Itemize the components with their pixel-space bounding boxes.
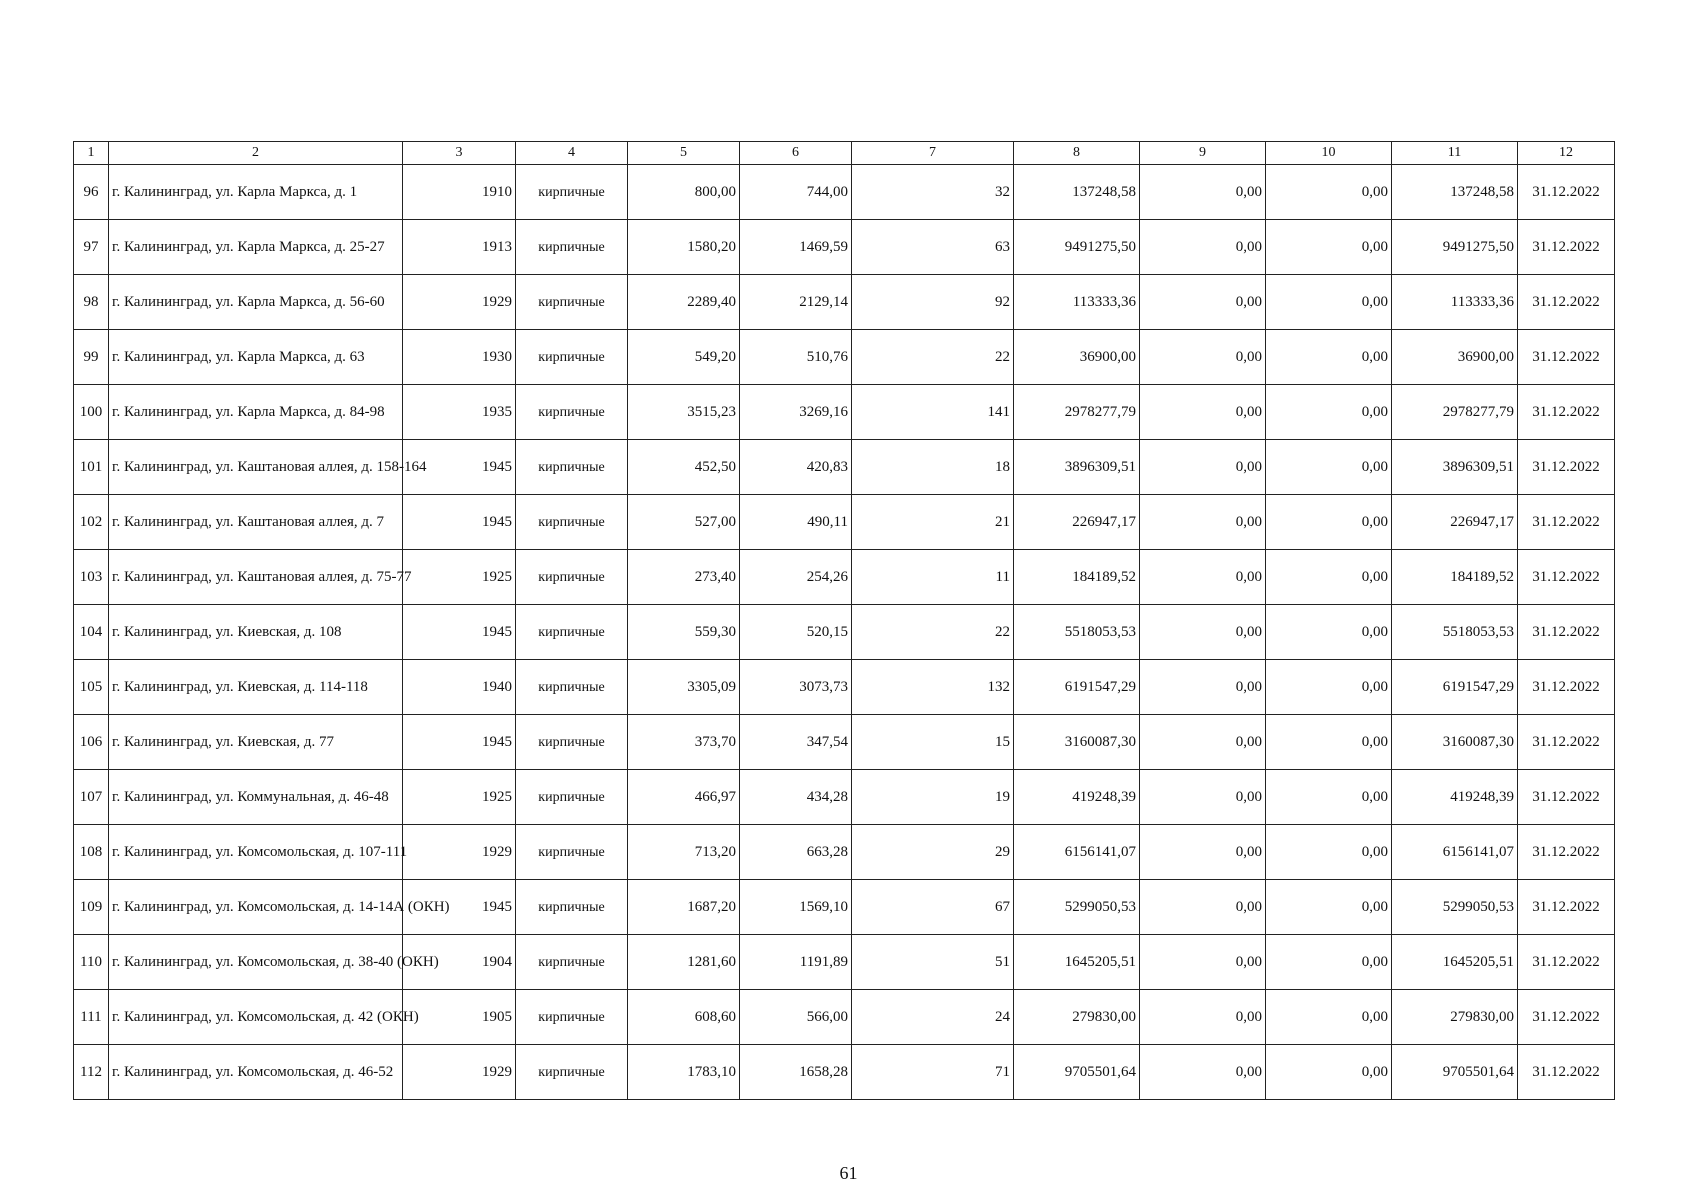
row-number-cell: 112	[74, 1045, 109, 1100]
table-row	[74, 935, 1615, 990]
living-area-cell: 490,11	[740, 495, 852, 550]
cost-col10-cell: 0,00	[1266, 495, 1392, 550]
cost-col10-cell: 0,00	[1266, 165, 1392, 220]
row-number-cell: 106	[74, 715, 109, 770]
living-area-cell: 254,26	[740, 550, 852, 605]
cost-col9-cell: 0,00	[1140, 1045, 1266, 1100]
row-number-cell: 111	[74, 990, 109, 1045]
residents-cell: 132	[852, 660, 1014, 715]
year-cell: 1945	[403, 715, 516, 770]
deadline-date-cell: 31.12.2022	[1518, 1045, 1615, 1100]
total-area-cell: 3515,23	[628, 385, 740, 440]
column-header-1: 1	[74, 142, 109, 165]
total-area-cell: 800,00	[628, 165, 740, 220]
address-cell: г. Калининград, ул. Карла Маркса, д. 56-60	[109, 275, 403, 330]
living-area-cell: 1191,89	[740, 935, 852, 990]
cost-col11-cell: 3896309,51	[1392, 440, 1518, 495]
year-cell: 1945	[403, 440, 516, 495]
living-area-cell: 420,83	[740, 440, 852, 495]
residents-cell: 32	[852, 165, 1014, 220]
deadline-date-cell: 31.12.2022	[1518, 330, 1615, 385]
cost-total-cell: 6156141,07	[1014, 825, 1140, 880]
row-number-cell: 97	[74, 220, 109, 275]
cost-col9-cell: 0,00	[1140, 935, 1266, 990]
cost-col11-cell: 9705501,64	[1392, 1045, 1518, 1100]
table-row	[74, 715, 1615, 770]
page-number: 61	[839, 1163, 858, 1183]
residents-cell: 19	[852, 770, 1014, 825]
table-row	[74, 550, 1615, 605]
row-number-cell: 101	[74, 440, 109, 495]
cost-total-cell: 5518053,53	[1014, 605, 1140, 660]
cost-total-cell: 6191547,29	[1014, 660, 1140, 715]
address-cell: г. Калининград, ул. Каштановая аллея, д. 158-164	[109, 440, 403, 495]
row-number-cell: 109	[74, 880, 109, 935]
wall-material-cell: кирпичные	[516, 825, 628, 880]
table-row	[74, 1045, 1615, 1100]
year-cell: 1930	[403, 330, 516, 385]
address-cell: г. Калининград, ул. Карла Маркса, д. 25-27	[109, 220, 403, 275]
cost-col11-cell: 2978277,79	[1392, 385, 1518, 440]
residents-cell: 22	[852, 605, 1014, 660]
year-cell: 1940	[403, 660, 516, 715]
cost-total-cell: 184189,52	[1014, 550, 1140, 605]
year-cell: 1925	[403, 550, 516, 605]
deadline-date-cell: 31.12.2022	[1518, 550, 1615, 605]
year-cell: 1945	[403, 880, 516, 935]
residents-cell: 67	[852, 880, 1014, 935]
year-cell: 1929	[403, 825, 516, 880]
year-cell: 1913	[403, 220, 516, 275]
cost-col11-cell: 137248,58	[1392, 165, 1518, 220]
cost-col11-cell: 6191547,29	[1392, 660, 1518, 715]
table-row	[74, 330, 1615, 385]
total-area-cell: 466,97	[628, 770, 740, 825]
column-header-4: 4	[516, 142, 628, 165]
table-row	[74, 605, 1615, 660]
column-header-10: 10	[1266, 142, 1392, 165]
year-cell: 1945	[403, 495, 516, 550]
cost-col10-cell: 0,00	[1266, 990, 1392, 1045]
total-area-cell: 452,50	[628, 440, 740, 495]
year-cell: 1904	[403, 935, 516, 990]
year-cell: 1929	[403, 275, 516, 330]
wall-material-cell: кирпичные	[516, 550, 628, 605]
cost-total-cell: 113333,36	[1014, 275, 1140, 330]
residents-cell: 141	[852, 385, 1014, 440]
cost-col11-cell: 36900,00	[1392, 330, 1518, 385]
wall-material-cell: кирпичные	[516, 495, 628, 550]
wall-material-cell: кирпичные	[516, 385, 628, 440]
address-cell: г. Калининград, ул. Киевская, д. 77	[109, 715, 403, 770]
wall-material-cell: кирпичные	[516, 770, 628, 825]
total-area-cell: 1783,10	[628, 1045, 740, 1100]
living-area-cell: 2129,14	[740, 275, 852, 330]
wall-material-cell: кирпичные	[516, 715, 628, 770]
residents-cell: 71	[852, 1045, 1014, 1100]
residents-cell: 22	[852, 330, 1014, 385]
total-area-cell: 2289,40	[628, 275, 740, 330]
row-number-cell: 98	[74, 275, 109, 330]
column-header-2: 2	[109, 142, 403, 165]
year-cell: 1945	[403, 605, 516, 660]
living-area-cell: 1658,28	[740, 1045, 852, 1100]
living-area-cell: 744,00	[740, 165, 852, 220]
total-area-cell: 559,30	[628, 605, 740, 660]
residents-cell: 29	[852, 825, 1014, 880]
address-cell: г. Калининград, ул. Киевская, д. 108	[109, 605, 403, 660]
cost-col10-cell: 0,00	[1266, 770, 1392, 825]
table-row	[74, 770, 1615, 825]
total-area-cell: 527,00	[628, 495, 740, 550]
table-row	[74, 275, 1615, 330]
residents-cell: 51	[852, 935, 1014, 990]
column-header-3: 3	[403, 142, 516, 165]
total-area-cell: 1687,20	[628, 880, 740, 935]
cost-total-cell: 9705501,64	[1014, 1045, 1140, 1100]
cost-total-cell: 137248,58	[1014, 165, 1140, 220]
cost-col11-cell: 5518053,53	[1392, 605, 1518, 660]
cost-total-cell: 3160087,30	[1014, 715, 1140, 770]
living-area-cell: 510,76	[740, 330, 852, 385]
address-cell: г. Калининград, ул. Каштановая аллея, д. 7	[109, 495, 403, 550]
cost-col9-cell: 0,00	[1140, 165, 1266, 220]
address-cell: г. Калининград, ул. Комсомольская, д. 42 (ОКН)	[109, 990, 403, 1045]
cost-col9-cell: 0,00	[1140, 990, 1266, 1045]
cost-col11-cell: 5299050,53	[1392, 880, 1518, 935]
row-number-cell: 100	[74, 385, 109, 440]
deadline-date-cell: 31.12.2022	[1518, 495, 1615, 550]
deadline-date-cell: 31.12.2022	[1518, 165, 1615, 220]
residents-cell: 15	[852, 715, 1014, 770]
address-cell: г. Калининград, ул. Киевская, д. 114-118	[109, 660, 403, 715]
column-header-7: 7	[852, 142, 1014, 165]
year-cell: 1910	[403, 165, 516, 220]
cost-total-cell: 419248,39	[1014, 770, 1140, 825]
row-number-cell: 110	[74, 935, 109, 990]
living-area-cell: 566,00	[740, 990, 852, 1045]
table-row	[74, 220, 1615, 275]
address-cell: г. Калининград, ул. Комсомольская, д. 14-14А (ОКН)	[109, 880, 403, 935]
deadline-date-cell: 31.12.2022	[1518, 990, 1615, 1045]
living-area-cell: 1569,10	[740, 880, 852, 935]
living-area-cell: 434,28	[740, 770, 852, 825]
housing-registry-table	[73, 141, 1615, 1100]
cost-total-cell: 9491275,50	[1014, 220, 1140, 275]
row-number-cell: 99	[74, 330, 109, 385]
year-cell: 1929	[403, 1045, 516, 1100]
cost-col11-cell: 279830,00	[1392, 990, 1518, 1045]
total-area-cell: 713,20	[628, 825, 740, 880]
wall-material-cell: кирпичные	[516, 275, 628, 330]
cost-col9-cell: 0,00	[1140, 770, 1266, 825]
wall-material-cell: кирпичные	[516, 990, 628, 1045]
total-area-cell: 273,40	[628, 550, 740, 605]
total-area-cell: 3305,09	[628, 660, 740, 715]
cost-col11-cell: 184189,52	[1392, 550, 1518, 605]
address-cell: г. Калининград, ул. Коммунальная, д. 46-48	[109, 770, 403, 825]
table-row	[74, 165, 1615, 220]
cost-col10-cell: 0,00	[1266, 220, 1392, 275]
wall-material-cell: кирпичные	[516, 605, 628, 660]
table-row	[74, 990, 1615, 1045]
living-area-cell: 663,28	[740, 825, 852, 880]
address-cell: г. Калининград, ул. Карла Маркса, д. 63	[109, 330, 403, 385]
address-cell: г. Калининград, ул. Карла Маркса, д. 1	[109, 165, 403, 220]
cost-total-cell: 3896309,51	[1014, 440, 1140, 495]
cost-col9-cell: 0,00	[1140, 715, 1266, 770]
cost-col10-cell: 0,00	[1266, 1045, 1392, 1100]
wall-material-cell: кирпичные	[516, 220, 628, 275]
cost-col10-cell: 0,00	[1266, 605, 1392, 660]
deadline-date-cell: 31.12.2022	[1518, 660, 1615, 715]
cost-col11-cell: 226947,17	[1392, 495, 1518, 550]
cost-total-cell: 5299050,53	[1014, 880, 1140, 935]
total-area-cell: 1281,60	[628, 935, 740, 990]
cost-col11-cell: 6156141,07	[1392, 825, 1518, 880]
row-number-cell: 108	[74, 825, 109, 880]
cost-col9-cell: 0,00	[1140, 825, 1266, 880]
wall-material-cell: кирпичные	[516, 1045, 628, 1100]
cost-col10-cell: 0,00	[1266, 275, 1392, 330]
wall-material-cell: кирпичные	[516, 935, 628, 990]
table-body	[74, 165, 1615, 1100]
residents-cell: 21	[852, 495, 1014, 550]
living-area-cell: 3073,73	[740, 660, 852, 715]
deadline-date-cell: 31.12.2022	[1518, 770, 1615, 825]
year-cell: 1925	[403, 770, 516, 825]
wall-material-cell: кирпичные	[516, 660, 628, 715]
column-header-12: 12	[1518, 142, 1615, 165]
cost-col9-cell: 0,00	[1140, 880, 1266, 935]
deadline-date-cell: 31.12.2022	[1518, 220, 1615, 275]
cost-col9-cell: 0,00	[1140, 440, 1266, 495]
cost-col11-cell: 419248,39	[1392, 770, 1518, 825]
cost-total-cell: 36900,00	[1014, 330, 1140, 385]
cost-col10-cell: 0,00	[1266, 880, 1392, 935]
cost-total-cell: 2978277,79	[1014, 385, 1140, 440]
year-cell: 1935	[403, 385, 516, 440]
wall-material-cell: кирпичные	[516, 880, 628, 935]
row-number-cell: 107	[74, 770, 109, 825]
address-cell: г. Калининград, ул. Комсомольская, д. 38-40 (ОКН)	[109, 935, 403, 990]
total-area-cell: 373,70	[628, 715, 740, 770]
cost-col10-cell: 0,00	[1266, 825, 1392, 880]
wall-material-cell: кирпичные	[516, 440, 628, 495]
column-header-6: 6	[740, 142, 852, 165]
residents-cell: 63	[852, 220, 1014, 275]
living-area-cell: 3269,16	[740, 385, 852, 440]
cost-col9-cell: 0,00	[1140, 385, 1266, 440]
cost-col9-cell: 0,00	[1140, 330, 1266, 385]
residents-cell: 18	[852, 440, 1014, 495]
address-cell: г. Калининград, ул. Комсомольская, д. 46-52	[109, 1045, 403, 1100]
column-header-9: 9	[1140, 142, 1266, 165]
column-header-5: 5	[628, 142, 740, 165]
deadline-date-cell: 31.12.2022	[1518, 385, 1615, 440]
row-number-cell: 102	[74, 495, 109, 550]
cost-col10-cell: 0,00	[1266, 385, 1392, 440]
table-row	[74, 495, 1615, 550]
header-row	[74, 142, 1615, 165]
table-row	[74, 825, 1615, 880]
cost-col10-cell: 0,00	[1266, 440, 1392, 495]
address-cell: г. Калининград, ул. Карла Маркса, д. 84-98	[109, 385, 403, 440]
table-header	[74, 142, 1615, 165]
wall-material-cell: кирпичные	[516, 330, 628, 385]
residents-cell: 11	[852, 550, 1014, 605]
cost-col10-cell: 0,00	[1266, 550, 1392, 605]
total-area-cell: 608,60	[628, 990, 740, 1045]
cost-col11-cell: 1645205,51	[1392, 935, 1518, 990]
cost-col9-cell: 0,00	[1140, 550, 1266, 605]
cost-total-cell: 226947,17	[1014, 495, 1140, 550]
deadline-date-cell: 31.12.2022	[1518, 825, 1615, 880]
wall-material-cell: кирпичные	[516, 165, 628, 220]
residents-cell: 92	[852, 275, 1014, 330]
living-area-cell: 520,15	[740, 605, 852, 660]
table-row	[74, 385, 1615, 440]
cost-col9-cell: 0,00	[1140, 660, 1266, 715]
address-cell: г. Калининград, ул. Каштановая аллея, д. 75-77	[109, 550, 403, 605]
cost-col11-cell: 9491275,50	[1392, 220, 1518, 275]
table-row	[74, 440, 1615, 495]
cost-total-cell: 1645205,51	[1014, 935, 1140, 990]
cost-col9-cell: 0,00	[1140, 275, 1266, 330]
cost-col10-cell: 0,00	[1266, 330, 1392, 385]
deadline-date-cell: 31.12.2022	[1518, 715, 1615, 770]
row-number-cell: 103	[74, 550, 109, 605]
living-area-cell: 1469,59	[740, 220, 852, 275]
residents-cell: 24	[852, 990, 1014, 1045]
row-number-cell: 104	[74, 605, 109, 660]
year-cell: 1905	[403, 990, 516, 1045]
row-number-cell: 105	[74, 660, 109, 715]
row-number-cell: 96	[74, 165, 109, 220]
table-row	[74, 660, 1615, 715]
deadline-date-cell: 31.12.2022	[1518, 440, 1615, 495]
column-header-8: 8	[1014, 142, 1140, 165]
living-area-cell: 347,54	[740, 715, 852, 770]
deadline-date-cell: 31.12.2022	[1518, 935, 1615, 990]
deadline-date-cell: 31.12.2022	[1518, 605, 1615, 660]
cost-col11-cell: 113333,36	[1392, 275, 1518, 330]
cost-col9-cell: 0,00	[1140, 605, 1266, 660]
cost-total-cell: 279830,00	[1014, 990, 1140, 1045]
column-header-11: 11	[1392, 142, 1518, 165]
deadline-date-cell: 31.12.2022	[1518, 880, 1615, 935]
cost-col10-cell: 0,00	[1266, 715, 1392, 770]
table-row	[74, 880, 1615, 935]
total-area-cell: 549,20	[628, 330, 740, 385]
cost-col10-cell: 0,00	[1266, 660, 1392, 715]
cost-col9-cell: 0,00	[1140, 220, 1266, 275]
cost-col9-cell: 0,00	[1140, 495, 1266, 550]
address-cell: г. Калининград, ул. Комсомольская, д. 107-111	[109, 825, 403, 880]
cost-col11-cell: 3160087,30	[1392, 715, 1518, 770]
total-area-cell: 1580,20	[628, 220, 740, 275]
deadline-date-cell: 31.12.2022	[1518, 275, 1615, 330]
cost-col10-cell: 0,00	[1266, 935, 1392, 990]
